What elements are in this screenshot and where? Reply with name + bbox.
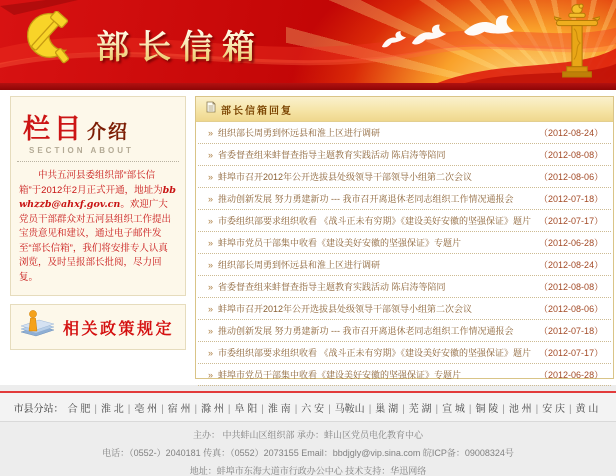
city-separator: | [328,404,331,415]
section-title-english: SECTION ABOUT [29,146,134,155]
reply-date: （2012-07-18） [539,326,604,336]
city-link[interactable]: 淮 南 [267,404,291,415]
party-emblem-icon [20,11,76,72]
reply-link[interactable]: » 省委督查组来蚌督查指导主题教育实践活动 陈启涛等陪同 [208,282,446,292]
chevron-right-icon: » [208,128,214,138]
reply-link[interactable]: » 组织部长周勇到怀远县和淮上区进行调研 [208,260,381,270]
replies-panel-header [196,97,613,122]
reply-link[interactable]: » 省委督查组来蚌督查指导主题教育实践活动 陈启涛等陪同 [208,150,446,160]
reply-date: （2012-06-28） [539,370,604,380]
city-link[interactable]: 宿 州 [167,404,191,415]
reply-date: （2012-08-06） [539,304,604,314]
city-separator: | [194,404,198,415]
chevron-right-icon: » [208,282,214,292]
city-separator: | [161,404,164,415]
city-link[interactable]: 合 肥 [67,404,91,415]
monument-icon [554,2,600,83]
reply-link[interactable]: » 推动创新发展 努力勇建新功 --- 我市召开离退休老同志组织工作情况通报会 [208,194,514,204]
policy-regulations-label: 相关政策规定 [63,320,175,338]
city-separator: | [294,404,298,415]
reply-item [198,254,611,276]
footer-contact-line: 电话：（0552-）2040181 传真：（0552）2073155 Email：bbdjgly@vip.sina.com 皖ICP备：09008324号 [102,448,514,458]
reply-item [198,342,611,364]
reply-date: （2012-07-17） [539,348,604,358]
document-icon [206,100,216,118]
intro-text-before: 中共五河县委组织部“部长信箱”于2012年2月正式开通，地址为 [19,170,163,196]
footer [0,393,616,476]
chevron-right-icon: » [208,238,214,248]
city-link[interactable]: 宣 城 [442,404,465,415]
city-link[interactable]: 马鞍山 [334,404,365,415]
city-separator: | [569,404,572,415]
footer-address-line: 地址：蚌埠市东海大道市行政办公中心 技术支持：华迅网络 [189,466,427,476]
city-separator: | [94,404,97,415]
chevron-right-icon: » [208,150,214,160]
reply-date: （2012-07-18） [539,194,604,204]
doves-icon [378,6,528,73]
reply-item [198,210,611,232]
reply-item [198,188,611,210]
reply-date: （2012-08-24） [539,128,604,138]
city-link[interactable]: 池 州 [508,404,532,415]
city-sites-label: 市县分站： [13,404,64,415]
intro-text-after: 。欢迎广大党员干部群众对五河县组织工作提出宝贵意见和建议，通过电子邮件发至“部长信箱”，我们将安排专人认真浏览，及时呈报部长批阅，尽力回复。 [19,199,172,283]
reply-link[interactable]: » 蚌埠市党员干部集中收看《建设美好安徽的坚强保证》专题片 [208,370,462,380]
chevron-right-icon: » [208,326,214,336]
reply-date: （2012-08-06） [539,172,604,182]
city-link[interactable]: 滁 州 [201,404,224,415]
section-title-sub: 介绍 [87,122,130,143]
city-separator: | [127,404,131,415]
reply-link[interactable]: » 蚌埠市召开2012年公开选拔县处级领导干部领导小组第二次会议 [208,172,473,182]
sidebar [10,96,186,385]
site-banner [0,0,616,83]
city-link[interactable]: 淮 北 [100,404,124,415]
chevron-right-icon: » [208,260,214,270]
city-sites-bar [0,393,616,422]
city-link[interactable]: 芜 湖 [408,404,432,415]
reply-date: （2012-08-08） [539,150,604,160]
reply-item [198,122,611,144]
chevron-right-icon: » [208,348,214,358]
reply-item [198,276,611,298]
reply-link[interactable]: » 市委组织部要求组织收看 《战斗正未有穷期》《建设美好安徽的坚强保证》题片 [208,348,532,358]
section-about-heading [19,105,177,155]
city-separator: | [502,404,505,415]
reply-link[interactable]: » 市委组织部要求组织收看 《战斗正未有穷期》《建设美好安徽的坚强保证》题片 [208,216,532,226]
city-link[interactable]: 六 安 [301,404,325,415]
chevron-right-icon: » [208,216,214,226]
city-separator: | [261,404,264,415]
city-separator: | [402,404,405,415]
reply-date: （2012-06-28） [539,238,604,248]
footer-organizer-line: 主办： 中共蚌山区组织部 承办：蚌山区党员电化教育中心 [192,430,423,440]
reply-item [198,320,611,342]
reply-link[interactable]: » 蚌埠市召开2012年公开选拔县处级领导干部领导小组第二次会议 [208,304,473,314]
city-separator: | [435,404,439,415]
reply-link[interactable]: » 蚌埠市党员干部集中收看《建设美好安徽的坚强保证》专题片 [208,238,462,248]
reply-item [198,166,611,188]
section-title-main: 栏目 [23,114,85,145]
city-separator: | [535,404,539,415]
reply-item [198,232,611,254]
city-link[interactable]: 巢 湖 [375,404,399,415]
reply-date: （2012-08-24） [539,260,604,270]
section-about-panel [10,96,186,296]
content-area [0,90,616,385]
city-separator: | [368,404,372,415]
chevron-right-icon: » [208,370,214,380]
banner-bottom-strip [0,83,616,90]
city-link[interactable]: 亳 州 [134,404,158,415]
reply-item [198,298,611,320]
city-separator: | [227,404,231,415]
mailbox-replies-panel [195,96,614,379]
reply-link[interactable]: » 组织部长周勇到怀远县和淮上区进行调研 [208,128,381,138]
replies-panel-title: 部长信箱回复 [221,105,293,117]
reply-item [198,364,611,386]
city-link[interactable]: 阜 阳 [234,404,258,415]
chevron-right-icon: » [208,194,214,204]
footer-info [0,422,616,476]
mailbox-email: bbwhzzb@ahxf.gov.cn [19,184,176,210]
site-title: 部长信箱 [96,21,264,68]
books-person-icon [17,307,57,348]
city-link[interactable]: 铜 陵 [475,404,499,415]
chevron-right-icon: » [208,304,214,314]
dotted-separator [17,161,179,162]
chevron-right-icon: » [208,172,214,182]
intro-paragraph [19,169,177,285]
reply-date: （2012-07-17） [539,216,604,226]
reply-list [196,122,613,386]
city-link[interactable]: 黄 山 [575,404,599,415]
policy-regulations-link[interactable] [10,304,186,350]
city-separator: | [468,404,472,415]
reply-item [198,144,611,166]
reply-date: （2012-08-08） [539,282,604,292]
reply-link[interactable]: » 推动创新发展 努力勇建新功 --- 我市召开离退休老同志组织工作情况通报会 [208,326,514,336]
city-link[interactable]: 安 庆 [542,404,566,415]
